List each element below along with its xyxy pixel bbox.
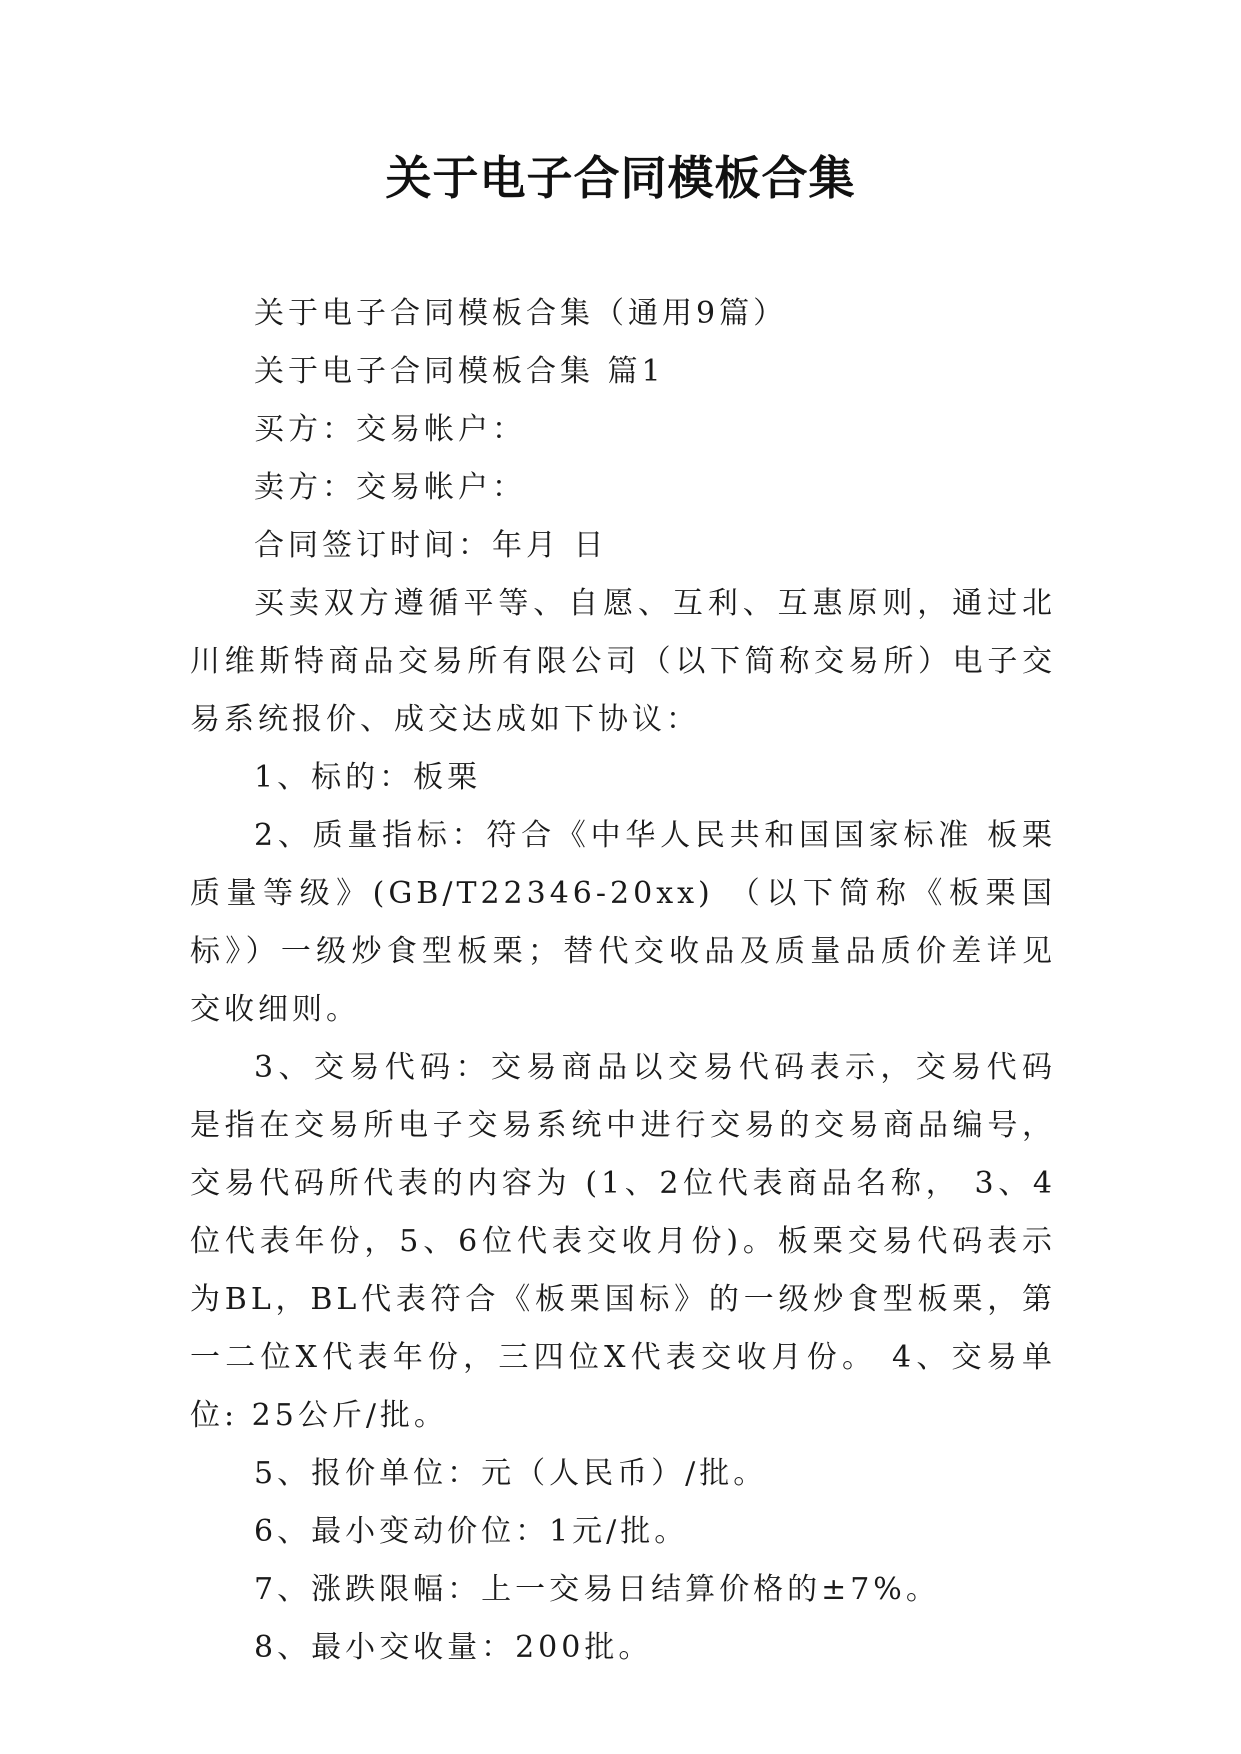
document-body [190, 285, 1056, 1677]
paragraph-signing-time: 合同签订时间：年月 日 [254, 528, 608, 563]
paragraph-seller: 卖方：交易帐户： [254, 470, 526, 505]
paragraph-clause-7: 7、涨跌限幅：上一交易日结算价格的±7%。 [254, 1572, 940, 1607]
paragraph-clause-3: 3、交易代码：交易商品以交易代码表示，交易代码是指在交易所电子交易系统中进行交易的交易商品编号，交易代码所代表的内容为 (1、2位代表商品名称， 3、4位代表年份，5、6位代表交收月份)。板栗交易代码表示为BL，BL代表符合《板栗国标》的一级炒食型板栗，第一二位X代表年份，三四位X代表交收月份。 4、交易单位: 25公斤/批。 [190, 1050, 1056, 1433]
paragraph-subtitle: 关于电子合同模板合集（通用9篇） [254, 296, 788, 331]
paragraph-clause-8: 8、最小交收量：200批。 [254, 1630, 653, 1665]
paragraph-clause-6: 6、最小变动价位：1元/批。 [254, 1514, 689, 1549]
paragraph-section-heading: 关于电子合同模板合集 篇1 [254, 354, 665, 389]
paragraph-clause-2: 2、质量指标：符合《中华人民共和国国家标准 板栗质量等级》(GB/T22346-20xx) （以下简称《板栗国标》）一级炒食型板栗；替代交收品及质量品质价差详见交收细则。 [190, 818, 1056, 1027]
paragraph-preamble: 买卖双方遵循平等、自愿、互利、互惠原则，通过北川维斯特商品交易所有限公司（以下简称交易所）电子交易系统报价、成交达成如下协议： [190, 586, 1056, 737]
paragraph-clause-5: 5、报价单位：元（人民币）/批。 [254, 1456, 768, 1491]
document-title: 关于电子合同模板合集 [385, 151, 856, 205]
paragraph-clause-1: 1、标的：板栗 [254, 760, 482, 795]
paragraph-buyer: 买方：交易帐户： [254, 412, 526, 447]
